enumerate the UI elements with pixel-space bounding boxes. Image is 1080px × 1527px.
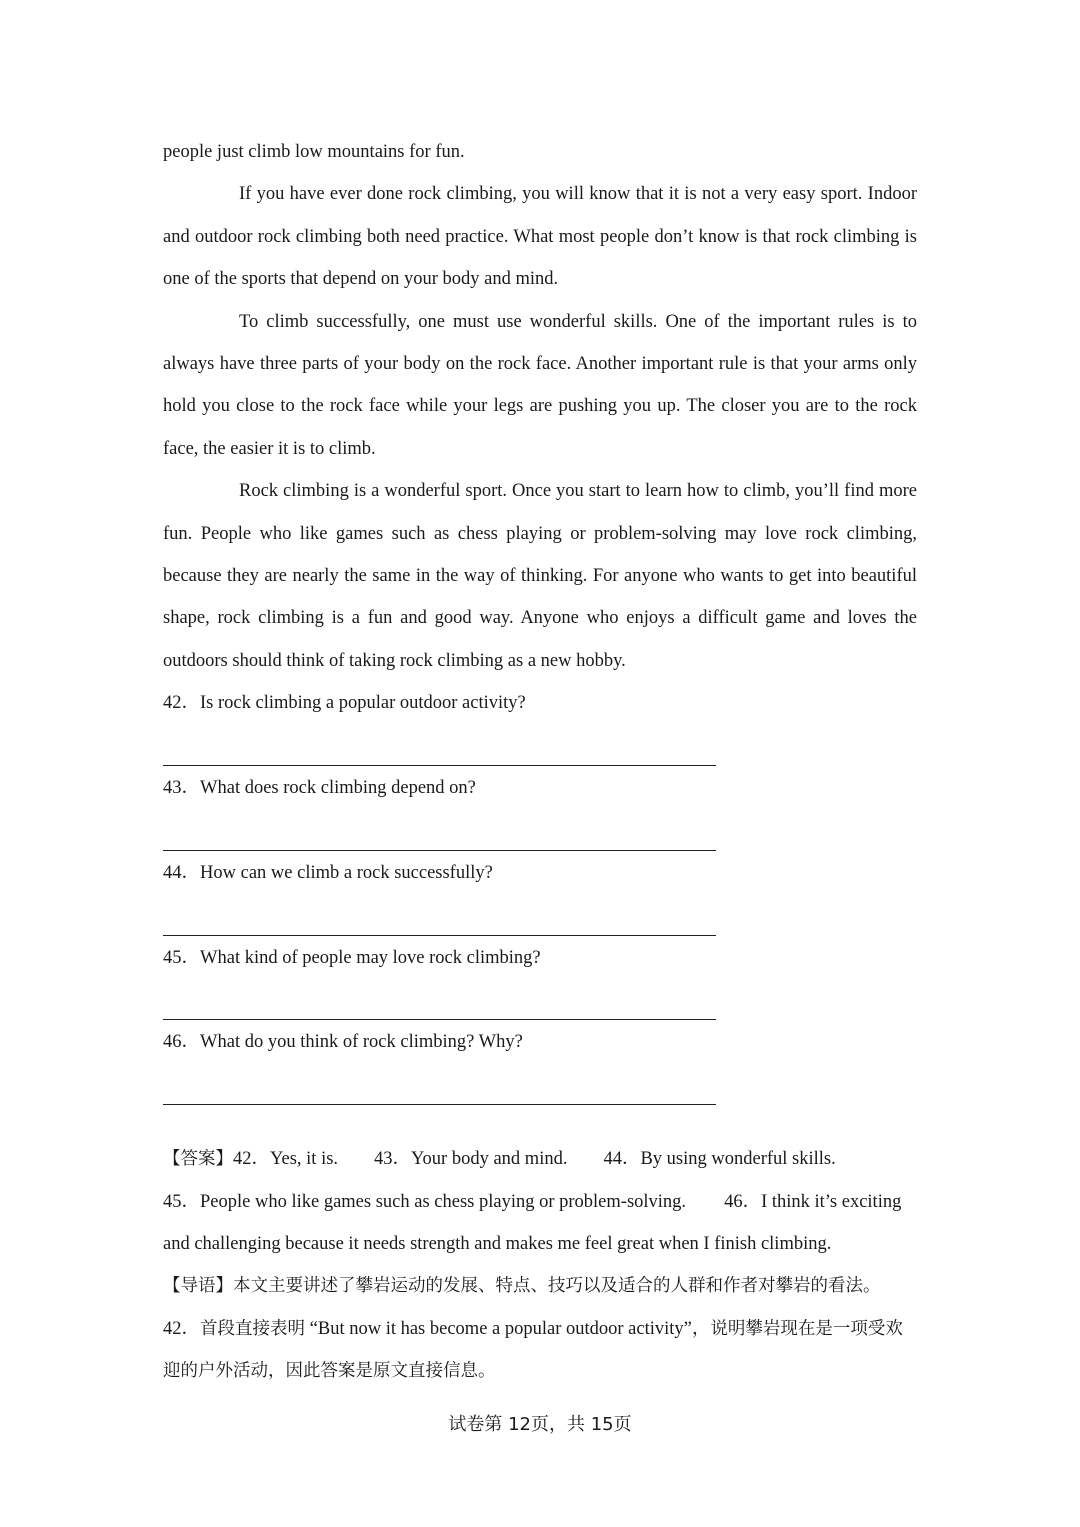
question-number: 43． xyxy=(163,778,201,799)
question-text: What does rock climbing depend on? xyxy=(200,778,476,799)
section-spacer xyxy=(163,1106,917,1138)
answer-blank-42[interactable] xyxy=(163,724,716,766)
explanation-suffix: 说明攀岩现在是一项受欢迎的户外活动，因此答案是原文直接信息。 xyxy=(163,1318,903,1382)
answer-blank-45[interactable] xyxy=(163,978,716,1020)
passage-paragraph-3: Rock climbing is a wonderful sport. Once you start to learn how to climb, you’ll find more fun. People who like games such as chess playing or problem-solving may love rock climbing, because they are nearly the same in the way of thinking. For anyone who wants to get into beautiful shape, rock climbing is a fun and good way. Anyone who enjoys a difficult game and loves the outdoors should think of taking rock climbing as a new hobby. xyxy=(163,481,917,671)
answer-blank-44[interactable] xyxy=(163,893,716,935)
question-text: What do you think of rock climbing? Why? xyxy=(200,1032,523,1053)
explanation-number: 42． xyxy=(163,1318,201,1339)
question-text: How can we climb a rock successfully? xyxy=(200,862,493,883)
guide-label: 【导语】 xyxy=(163,1276,233,1297)
question-number: 45． xyxy=(163,947,201,968)
guide-paragraph xyxy=(163,1265,917,1307)
question-text: Is rock climbing a popular outdoor activity? xyxy=(200,693,526,714)
page-content xyxy=(163,131,917,1393)
question-number: 42． xyxy=(163,693,201,714)
answer-46-rest: and challenging because it needs strength and makes me feel great when I finish climbing. xyxy=(163,1234,832,1255)
answer-key xyxy=(163,1138,917,1265)
question-45 xyxy=(163,937,917,1022)
passage-paragraph-2: To climb successfully, one must use wonderful skills. One of the important rules is to always have three parts of your body on the rock face. Another important rule is that your arms only hold you close to the rock face while your legs are pushing you up. The closer you are to the rock face, the easier it is to climb. xyxy=(163,311,917,459)
question-number: 44． xyxy=(163,862,201,883)
passage-paragraph-0-tail: people just climb low mountains for fun. xyxy=(163,142,465,162)
question-46 xyxy=(163,1021,917,1106)
guide-text: 本文主要讲述了攀岩运动的发展、特点、技巧以及适合的人群和作者对攀岩的看法。 xyxy=(233,1276,881,1297)
answer-44: 44．By using wonderful skills. xyxy=(603,1149,836,1170)
answer-46-start: 46．I think it’s exciting xyxy=(724,1191,902,1212)
answer-blank-43[interactable] xyxy=(163,808,716,850)
answer-42: 42．Yes, it is. xyxy=(233,1149,339,1170)
question-44 xyxy=(163,852,917,937)
question-number: 46． xyxy=(163,1032,201,1053)
question-43 xyxy=(163,767,917,852)
explanation-prefix: 首段直接表明 xyxy=(200,1318,306,1339)
answer-blank-46[interactable] xyxy=(163,1063,716,1105)
question-text: What kind of people may love rock climbing? xyxy=(200,947,541,968)
explanation-quote: “But now it has become a popular outdoor activity”， xyxy=(309,1318,711,1339)
answer-label: 【答案】 xyxy=(163,1149,233,1170)
explanation-42 xyxy=(163,1308,917,1393)
passage-paragraph-1: If you have ever done rock climbing, you will know that it is not a very easy sport. Indoor and outdoor rock climbing both need practice. What most people don’t know is that rock climbing is one of the sports that depend on your body and mind. xyxy=(163,184,917,290)
question-42 xyxy=(163,682,917,767)
answer-45: 45．People who like games such as chess playing or problem-solving. xyxy=(163,1191,687,1212)
page-footer: 试卷第 12页，共 15页 xyxy=(448,1414,632,1435)
answer-43: 43．Your body and mind. xyxy=(374,1149,568,1170)
